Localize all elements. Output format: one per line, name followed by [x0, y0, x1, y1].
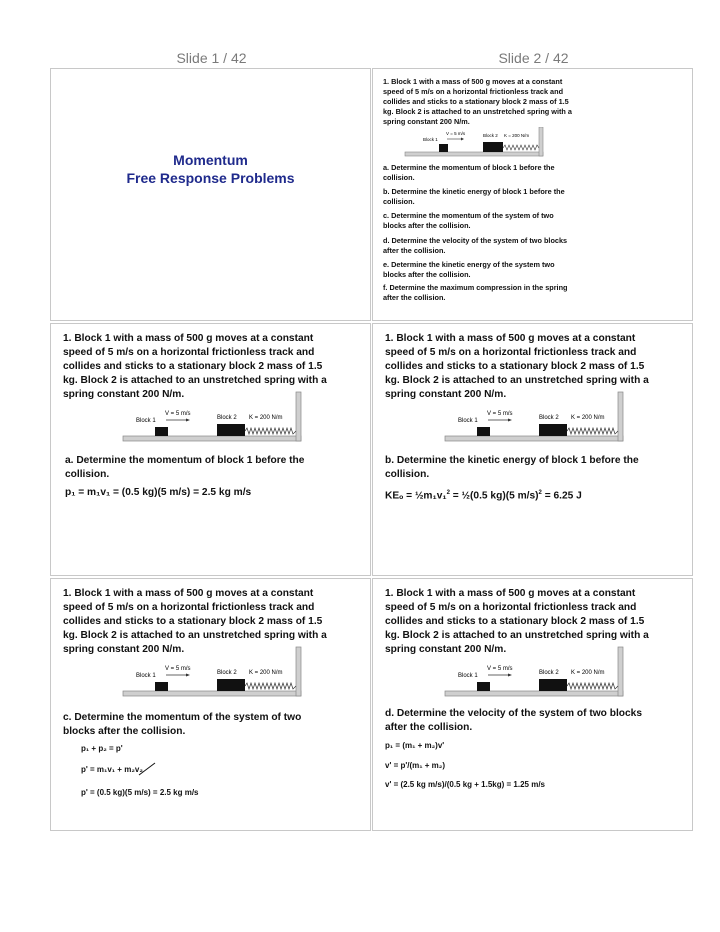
problem-line: 1. Block 1 with a mass of 500 g moves at a constant [383, 77, 563, 86]
spring [503, 145, 539, 150]
slide-2-label: Slide 2 / 42 [498, 50, 569, 66]
answer-b [385, 488, 582, 501]
question-line: e. Determine the kinetic energy of the system two [383, 260, 555, 269]
question-line: blocks after the collision. [383, 221, 471, 230]
block-2-label: Block 2 [217, 415, 237, 421]
velocity-label: V = 5 m/s [487, 666, 513, 672]
question-line: collision. [383, 173, 415, 182]
question-c [63, 711, 301, 739]
slide-1[interactable] [50, 68, 371, 321]
problem-statement [383, 77, 572, 127]
title-momentum: Momentum [173, 152, 248, 168]
block-2-label: Block 2 [539, 670, 559, 676]
problem-line: kg. Block 2 is attached to an unstretched spring with a [385, 375, 649, 386]
block-2 [539, 424, 567, 436]
wall [539, 127, 543, 156]
problem-line: spring constant 200 N/m. [383, 117, 470, 126]
slide-3[interactable] [50, 323, 371, 576]
question-line: c. Determine the momentum of the system of two [383, 211, 554, 220]
question-line: blocks after the collision. [383, 270, 471, 279]
wall [618, 392, 623, 441]
block-2-label: Block 2 [217, 670, 237, 676]
answer-b-ke: KEₒ = ½m₁v₁ [385, 490, 447, 502]
question-e [383, 260, 555, 280]
block-spring-diagram [403, 127, 553, 159]
answer-c-line3: p' = (0.5 kg)(5 m/s) = 2.5 kg m/s [81, 788, 199, 797]
slide-4[interactable] [372, 323, 693, 576]
spring [567, 428, 618, 434]
spring [245, 683, 296, 689]
question-line: b. Determine the kinetic energy of block 1 before the [385, 455, 639, 466]
problem-line: collides and sticks to a stationary block 2 mass of 1.5 [383, 97, 569, 106]
block-spring-diagram [121, 645, 311, 701]
problem-line: kg. Block 2 is attached to an unstretched spring with a [63, 375, 327, 386]
block-1-label: Block 1 [458, 418, 478, 424]
question-b [385, 454, 639, 482]
track [123, 436, 301, 441]
question-line: after the collision. [385, 722, 473, 733]
track [445, 436, 623, 441]
block-1-label: Block 1 [423, 137, 438, 142]
question-line: collision. [383, 197, 415, 206]
question-line: collision. [65, 469, 110, 480]
answer-d-line1: p₁ = (m₁ + m₂)v' [385, 741, 445, 750]
wall [618, 647, 623, 696]
problem-line: 1. Block 1 with a mass of 500 g moves at a constant [385, 333, 636, 344]
question-line: c. Determine the momentum of the system of two [63, 712, 302, 723]
block-2 [217, 424, 245, 436]
track [405, 152, 543, 156]
velocity-label: V = 5 m/s [165, 666, 191, 672]
question-d [385, 707, 642, 735]
answer-c-line2 [81, 764, 143, 775]
problem-line: collides and sticks to a stationary block 2 mass of 1.5 [63, 616, 323, 627]
track [123, 691, 301, 696]
velocity-label: V = 5 m/s [487, 411, 513, 417]
problem-line: spring constant 200 N/m. [63, 389, 185, 400]
spring [567, 683, 618, 689]
block-spring-diagram [443, 645, 633, 701]
answer-b-mid: = ½(0.5 kg)(5 m/s) [449, 490, 539, 502]
problem-line: kg. Block 2 is attached to an unstretched spring with a [63, 630, 327, 641]
block-2-label: Block 2 [539, 415, 559, 421]
spring-label: K = 200 N/m [249, 670, 283, 676]
question-line: a. Determine the momentum of block 1 before the [383, 163, 555, 172]
answer-b-sup: 2 [538, 490, 542, 496]
answer-c-line1: p₁ + p₂ = p' [81, 744, 123, 753]
question-line: collision. [385, 469, 430, 480]
problem-line: collides and sticks to a stationary block 2 mass of 1.5 [385, 616, 645, 627]
block-2-label: Block 2 [483, 133, 498, 138]
block-spring-diagram [443, 390, 633, 446]
block-1-label: Block 1 [136, 418, 156, 424]
spring-label: K = 200 N/m [504, 133, 530, 138]
answer-d-line3: v' = (2.5 kg m/s)/(0.5 kg + 1.5kg) = 1.25 m/s [385, 780, 545, 789]
question-b [383, 187, 565, 207]
question-a [383, 163, 555, 183]
slide-5[interactable] [50, 578, 371, 831]
problem-line: kg. Block 2 is attached to an unstretched spring with a [385, 630, 649, 641]
answer-b-sup: 2 [446, 490, 450, 496]
title-free-response: Free Response Problems [126, 170, 295, 186]
problem-line: collides and sticks to a stationary block 2 mass of 1.5 [385, 361, 645, 372]
block-1 [439, 144, 448, 152]
problem-line: speed of 5 m/s on a horizontal frictionless track and [385, 347, 637, 358]
problem-line: speed of 5 m/s on a horizontal frictionless track and [385, 602, 637, 613]
block-spring-diagram [121, 390, 311, 446]
question-d [383, 236, 567, 256]
block-1 [155, 427, 168, 436]
slide-title [51, 151, 370, 187]
block-2 [483, 142, 503, 152]
answer-a: p₁ = m₁v₁ = (0.5 kg)(5 m/s) = 2.5 kg m/s [65, 487, 252, 498]
spring [245, 428, 296, 434]
block-1 [477, 427, 490, 436]
strike-mark [137, 761, 157, 777]
question-line: b. Determine the kinetic energy of block 1 before the [383, 187, 565, 196]
question-line: after the collision. [383, 246, 446, 255]
problem-line: kg. Block 2 is attached to an unstretched spring with a [383, 107, 572, 116]
answer-c-crossed-term: m₂v₂ [124, 765, 143, 774]
velocity-label: V = 5 m/s [165, 411, 191, 417]
slide-6[interactable] [372, 578, 693, 831]
problem-line: 1. Block 1 with a mass of 500 g moves at a constant [63, 588, 314, 599]
answer-d-line2: v' = p'/(m₁ + m₂) [385, 761, 446, 770]
question-c [383, 211, 554, 231]
block-1-label: Block 1 [136, 673, 156, 679]
question-f [383, 283, 568, 303]
problem-line: spring constant 200 N/m. [385, 389, 507, 400]
velocity-label: V = 5 m/s [446, 131, 466, 136]
answer-b-end: = 6.25 J [541, 490, 582, 502]
question-line: a. Determine the momentum of block 1 before the [65, 455, 305, 466]
answer-c-term: p' = m₁v₁ + [81, 765, 125, 774]
problem-line: spring constant 200 N/m. [385, 644, 507, 655]
problem-line: collides and sticks to a stationary block 2 mass of 1.5 [63, 361, 323, 372]
question-line: d. Determine the velocity of the system of two blocks [383, 236, 568, 245]
block-2 [217, 679, 245, 691]
problem-line: speed of 5 m/s on a horizontal frictionless track and [63, 347, 315, 358]
block-1 [477, 682, 490, 691]
problem-line: 1. Block 1 with a mass of 500 g moves at a constant [63, 333, 314, 344]
problem-line: 1. Block 1 with a mass of 500 g moves at a constant [385, 588, 636, 599]
problem-line: speed of 5 m/s on a horizontal frictionless track and [383, 87, 564, 96]
wall [296, 392, 301, 441]
question-line: d. Determine the velocity of the system of two blocks [385, 708, 643, 719]
block-1-label: Block 1 [458, 673, 478, 679]
question-line: f. Determine the maximum compression in the spring [383, 283, 568, 292]
wall [296, 647, 301, 696]
block-2 [539, 679, 567, 691]
question-line: blocks after the collision. [63, 726, 186, 737]
block-1 [155, 682, 168, 691]
track [445, 691, 623, 696]
spring-label: K = 200 N/m [249, 415, 283, 421]
slide-1-label: Slide 1 / 42 [176, 50, 247, 66]
problem-line: spring constant 200 N/m. [63, 644, 185, 655]
question-line: after the collision. [383, 293, 446, 302]
spring-label: K = 200 N/m [571, 415, 605, 421]
question-a [65, 454, 304, 482]
spring-label: K = 200 N/m [571, 670, 605, 676]
slide-2[interactable] [372, 68, 693, 321]
problem-line: speed of 5 m/s on a horizontal frictionless track and [63, 602, 315, 613]
